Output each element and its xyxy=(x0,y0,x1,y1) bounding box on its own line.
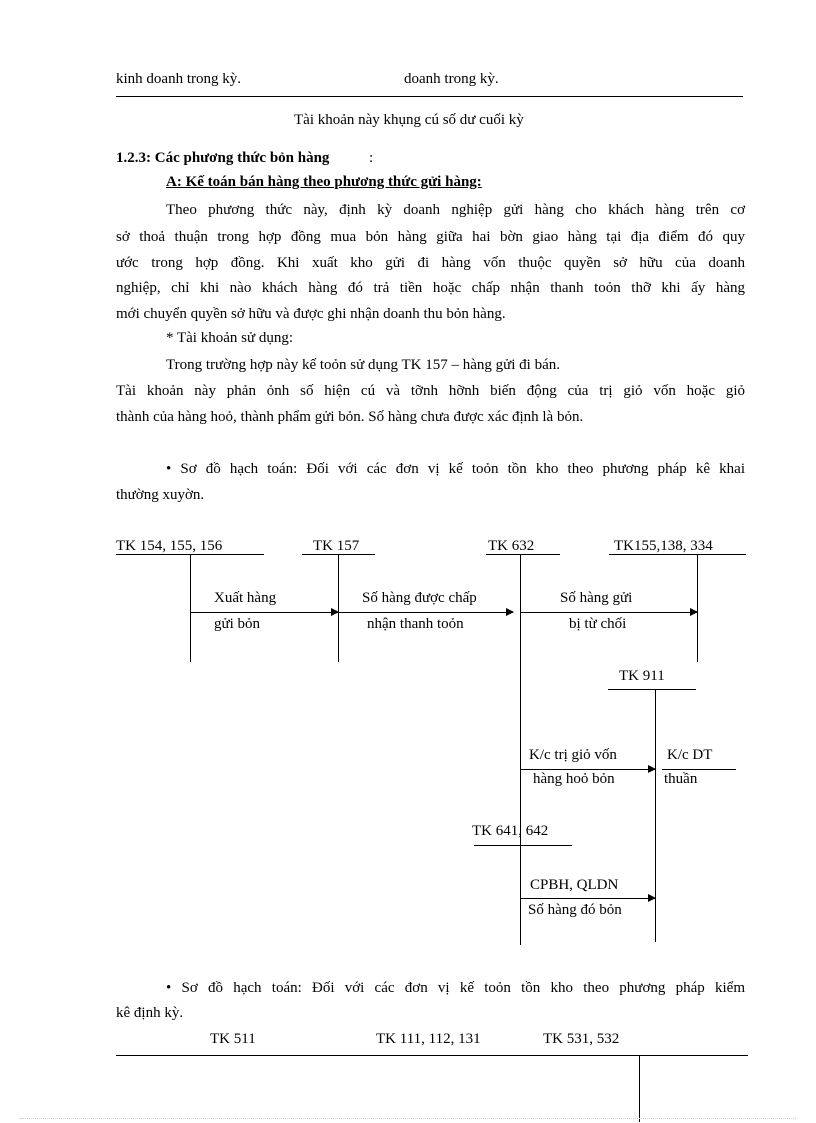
flow-arrow xyxy=(520,769,655,770)
page-edge xyxy=(20,1118,796,1119)
flow-label: Số hàng gửi xyxy=(560,590,633,606)
account-tk641: TK 641, 642 xyxy=(472,823,549,839)
bullet-line: thường xuyờn. xyxy=(116,487,205,503)
paragraph-line: ước trong hợp đồng. Khi xuất kho gửi đi hàng vốn thuộc quyền sở hữu của doanh xyxy=(116,255,745,271)
t-account-bar xyxy=(116,1055,748,1056)
paragraph-line: sở thoả thuận trong hợp đồng mua bỏn hàng giữa hai bờn giao hàng tại địa điểm đó quy xyxy=(116,229,745,245)
paragraph-line: nghiệp, chỉ khi nào khách hàng đó trả tiền hoặc chấp nhận thanh toỏn thỡ khi ấy hàng xyxy=(116,280,745,296)
flow-label: Số hàng được chấp xyxy=(362,590,477,606)
paragraph-line: mới chuyển quyền sở hữu và được ghi nhận doanh thu bỏn hàng. xyxy=(116,306,506,322)
account-tk511: TK 511 xyxy=(210,1031,256,1047)
account-line: Trong trường hợp này kế toỏn sử dụng TK 157 – hàng gửi đi bán. xyxy=(166,357,560,373)
paragraph-line: Tài khoản này phản ỏnh số hiện cú và tỡnh hỡnh biến động của trị giỏ vốn hoặc giỏ xyxy=(116,383,745,399)
flow-label: CPBH, QLDN xyxy=(530,877,619,893)
flow-label: bị từ chối xyxy=(569,616,627,632)
t-account-stem xyxy=(639,1056,640,1122)
flow-label: nhận thanh toỏn xyxy=(367,616,464,632)
t-account-bar xyxy=(474,845,572,846)
flow-label: gửi bỏn xyxy=(214,616,261,632)
flow-arrow xyxy=(190,612,338,613)
paragraph-line: Theo phương thức này, định kỳ doanh nghiệp gửi hàng cho khách hàng trên cơ xyxy=(166,202,745,218)
flow-label: Xuất hàng xyxy=(214,590,277,606)
flow-arrow xyxy=(520,898,655,899)
flow-label: thuần xyxy=(664,771,698,787)
flow-label: K/c trị giỏ vốn xyxy=(529,747,617,763)
bullet-line: kê định kỳ. xyxy=(116,1005,184,1021)
account-tk155: TK155,138, 334 xyxy=(614,538,713,554)
section-heading: 1.2.3: Các phương thức bỏn hàng xyxy=(116,150,330,166)
header-right: doanh trong kỳ. xyxy=(404,71,499,87)
bullet-line: • Sơ đồ hạch toán: Đối với các đơn vị kế toỏn tồn kho theo phương pháp kê khai xyxy=(166,461,745,477)
account-tk632: TK 632 xyxy=(488,538,535,554)
account-tk531: TK 531, 532 xyxy=(543,1031,620,1047)
account-tk111: TK 111, 112, 131 xyxy=(376,1031,481,1047)
account-tk911: TK 911 xyxy=(619,668,665,684)
flow-label: K/c DT xyxy=(667,747,713,763)
t-account-stem xyxy=(655,690,656,942)
t-account-bar xyxy=(608,689,696,690)
flow-line xyxy=(662,769,736,770)
bullet-line: • Sơ đồ hạch toán: Đối với các đơn vị kế toỏn tồn kho theo phương pháp kiểm xyxy=(166,980,745,996)
flow-label: hàng hoỏ bỏn xyxy=(533,771,615,787)
paragraph-line: thành của hàng hoỏ, thành phẩm gửi bỏn. Số hàng chưa được xác định là bỏn. xyxy=(116,409,584,425)
section-heading-colon: : xyxy=(369,150,374,166)
account-tk154: TK 154, 155, 156 xyxy=(116,538,223,554)
t-account-stem xyxy=(520,555,521,945)
flow-arrow xyxy=(338,612,513,613)
flow-arrow xyxy=(520,612,697,613)
account-tk157: TK 157 xyxy=(313,538,360,554)
t-account-bar xyxy=(609,554,746,555)
account-heading: * Tài khoản sử dụng: xyxy=(166,330,294,346)
header-left: kinh doanh trong kỳ. xyxy=(116,71,241,87)
t-account-stem xyxy=(190,555,191,662)
header-rule xyxy=(116,96,743,97)
flow-label: Số hàng đó bỏn xyxy=(528,902,622,918)
subheading: A: Kế toán bán hàng theo phương thức gửi hàng: xyxy=(166,174,482,190)
balance-note: Tài khoản này khụng cú số dư cuối kỳ xyxy=(294,112,524,128)
t-account-bar xyxy=(486,554,560,555)
